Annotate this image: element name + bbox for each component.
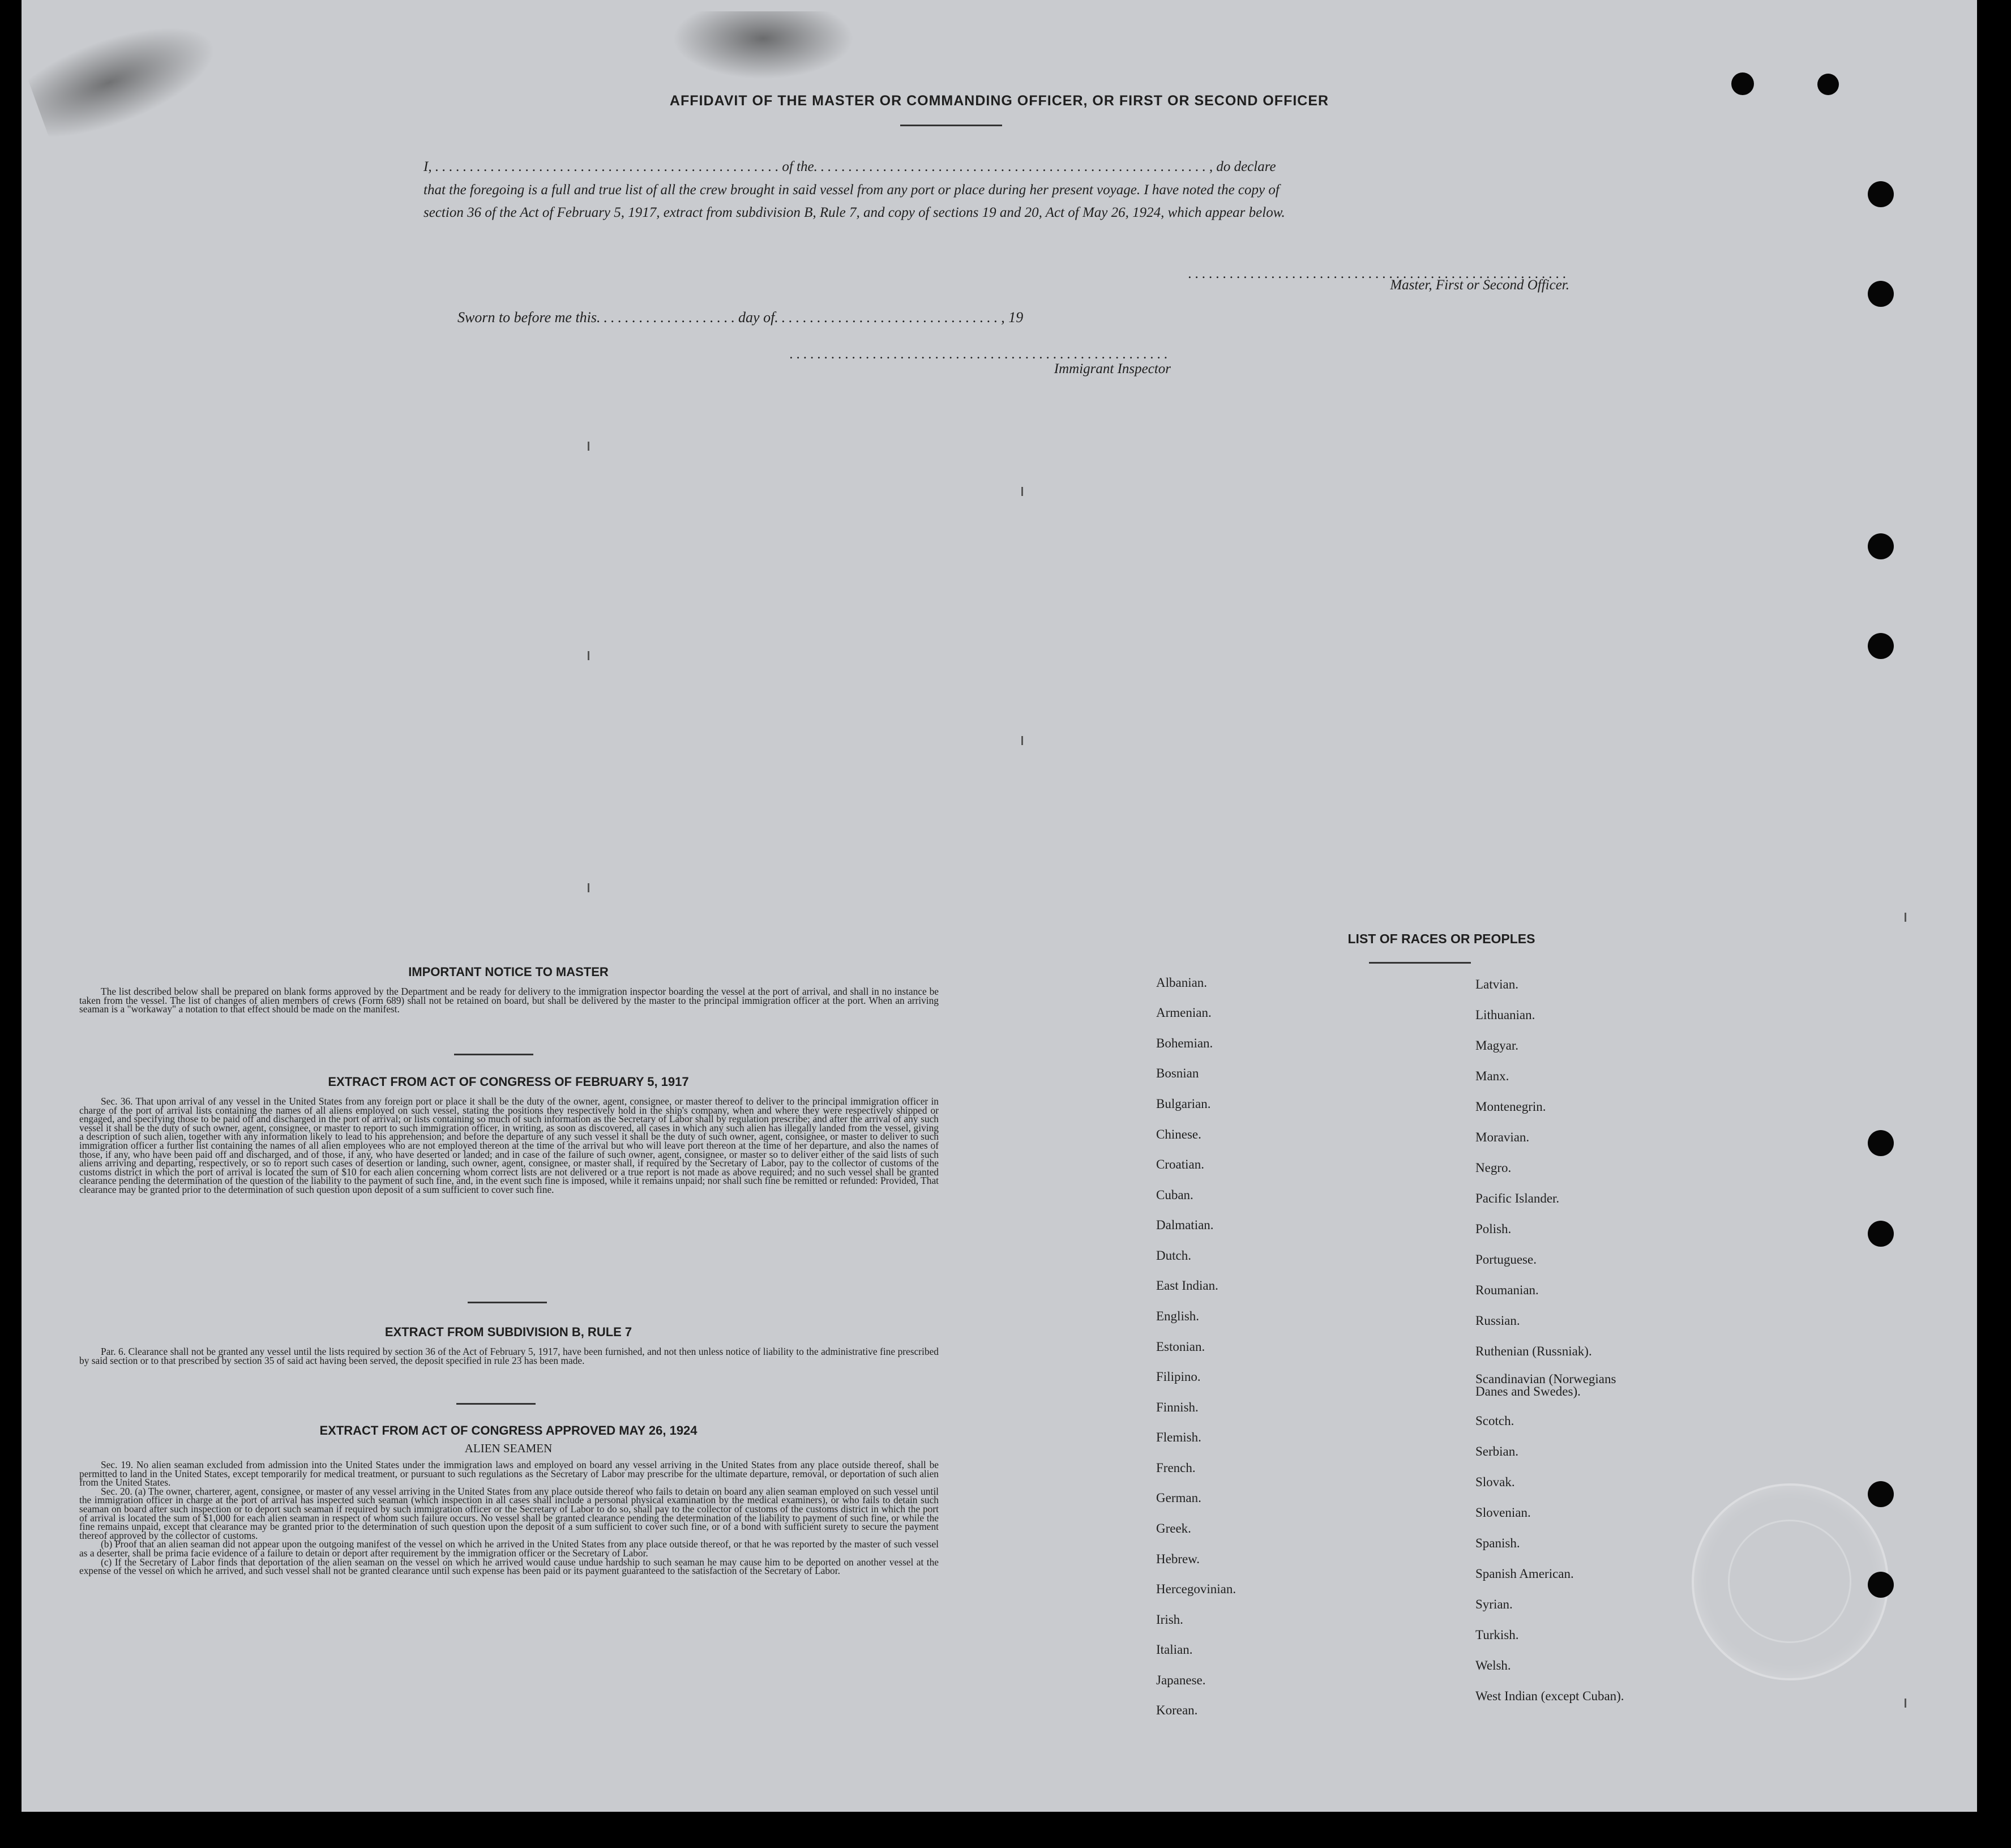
race-item: Bulgarian. xyxy=(1156,1097,1211,1111)
rule7-paragraph: Par. 6. Clearance shall not be granted any vessel until the lists required by section 36 of the Act of February 5, 1917, have been furnished, and not then unless notice of liability to the administrative fine prescribed by said section or to that prescribed by section 35 of said act having been served, the deposit specified in rule 23 has been made. xyxy=(79,1346,939,1366)
section-20b-paragraph: (b) Proof that an alien seaman did not appear upon the outgoing manifest of the vessel on which he arrived in the United States from any place outside thereof, or that he was reported by the master of such vessel as a deserter, shall be prima facie evidence of a failure to detain or deport after requirement by the immigration officer or the Secretary of Labor. xyxy=(79,1538,939,1559)
race-item: Latvian. xyxy=(1475,977,1518,991)
notice-title: IMPORTANT NOTICE TO MASTER xyxy=(408,965,609,979)
extract-rule7-body xyxy=(79,1348,939,1365)
race-item: West Indian (except Cuban). xyxy=(1475,1689,1624,1703)
of-the-label: of the xyxy=(782,159,814,174)
race-item: Finnish. xyxy=(1156,1400,1199,1414)
race-item: Estonian. xyxy=(1156,1340,1205,1354)
race-item: Dalmatian. xyxy=(1156,1218,1214,1232)
race-item: Italian. xyxy=(1156,1642,1193,1657)
divider xyxy=(900,125,1002,126)
master-signature-label: Master, First or Second Officer. xyxy=(1390,277,1569,293)
race-item: Croatian. xyxy=(1156,1157,1204,1171)
affidavit-line-1 xyxy=(423,159,1569,175)
binder-hole xyxy=(1868,281,1894,307)
race-item: Slovenian. xyxy=(1475,1505,1531,1520)
race-item: Ruthenian (Russniak). xyxy=(1475,1344,1592,1358)
scan-mark xyxy=(1905,913,1906,922)
race-item: Filipino. xyxy=(1156,1370,1201,1384)
race-item: Greek. xyxy=(1156,1521,1191,1535)
affidavit-line-3: section 36 of the Act of February 5, 1917, extract from subdivision B, Rule 7, and copy of sections 19 and 20, Act of May 26, 1924, which appear below. xyxy=(423,205,1285,220)
sworn-line xyxy=(457,309,1023,326)
race-item: Serbian. xyxy=(1475,1444,1519,1458)
race-item: Scotch. xyxy=(1475,1414,1514,1428)
binder-hole xyxy=(1868,1481,1894,1507)
scan-mark xyxy=(588,442,589,451)
race-item: Korean. xyxy=(1156,1703,1198,1717)
race-item: Portuguese. xyxy=(1475,1252,1537,1267)
race-item: Flemish. xyxy=(1156,1430,1201,1444)
race-item: Chinese. xyxy=(1156,1127,1201,1141)
race-item: German. xyxy=(1156,1491,1201,1505)
section-19-paragraph: Sec. 19. No alien seaman excluded from admission into the United States under the immigration laws and employed on board any vessel arriving in the United States from any place outside thereof, shall be permitted to land in the United States, except temporarily for medical treatment, or pursuant to such regulations as the Secretary of Labor may prescribe for the ultimate departure, removal, or deportation of such alien from the United States. xyxy=(79,1459,939,1488)
inspector-signature-blank[interactable]: ....................................................... xyxy=(789,346,1171,362)
binder-hole xyxy=(1868,1572,1894,1598)
binder-hole xyxy=(1868,633,1894,659)
race-item: Welsh. xyxy=(1475,1658,1511,1672)
race-item: Moravian. xyxy=(1475,1130,1530,1144)
vessel-blank[interactable]: ......................................................... xyxy=(814,159,1209,174)
race-item: Magyar. xyxy=(1475,1038,1519,1053)
race-item: Spanish. xyxy=(1475,1536,1520,1550)
race-item: Montenegrin. xyxy=(1475,1100,1546,1114)
day-blank[interactable]: .................... xyxy=(597,309,739,326)
race-item: East Indian. xyxy=(1156,1278,1218,1293)
section-20a-paragraph: Sec. 20. (a) The owner, charterer, agent, consignee, or master of any vessel arriving in the United States from any place outside thereof who fails to detain on board any alien seaman employed on such vessel until the immigration officer in charge at the port of arrival has inspected such seaman (which inspection in all cases shall include a personal physical examination by the medical examiners), or who fails to detain such seaman on board after such inspection or to deport such seaman if required by such immigration officer or the Secretary of Labor to do so, shall pay to the collector of customs of the customs district in which the port of arrival is located the sum of $1,000 for each alien seaman in respect of whom such failure occurs. No vessel shall be granted clearance pending the determination of the liability to payment of such fine, or while the fine remains unpaid, except that clearance may be granted prior to the determination of such question upon the deposit of a sum sufficient to cover such fine, or of a bond with sufficient surety to secure the payment thereof approved by the collector of customs. xyxy=(79,1485,939,1541)
race-item: Japanese. xyxy=(1156,1673,1206,1687)
race-item: Dutch. xyxy=(1156,1248,1191,1263)
affidavit-line-2: that the foregoing is a full and true list of all the crew brought in said vessel from any port or place during her present voyage. I have noted the copy of xyxy=(423,182,1280,198)
extract-1917-title: EXTRACT FROM ACT OF CONGRESS OF FEBRUARY 5, 1917 xyxy=(328,1075,689,1089)
affidavit-title: AFFIDAVIT OF THE MASTER OR COMMANDING OFFICER, OR FIRST OR SECOND OFFICER xyxy=(669,93,1329,109)
inspector-signature-label: Immigrant Inspector xyxy=(1054,361,1171,377)
race-item: Russian. xyxy=(1475,1314,1520,1328)
year-label: , 19 xyxy=(1001,309,1024,326)
alien-seamen-subtitle: ALIEN SEAMEN xyxy=(464,1441,553,1455)
binder-hole xyxy=(1868,181,1894,207)
divider xyxy=(1369,962,1471,964)
race-item: English. xyxy=(1156,1309,1200,1323)
race-item: Turkish. xyxy=(1475,1628,1519,1642)
race-item: Slovak. xyxy=(1475,1475,1515,1489)
binder-hole xyxy=(1731,72,1754,95)
extract-rule7-title: EXTRACT FROM SUBDIVISION B, RULE 7 xyxy=(384,1325,632,1339)
seal-inner-ring xyxy=(1728,1520,1851,1643)
extract-1917-body xyxy=(79,1097,939,1195)
race-item: Bohemian. xyxy=(1156,1036,1213,1050)
extract-1924-body xyxy=(79,1461,939,1576)
race-item: Albanian. xyxy=(1156,976,1208,990)
scan-mark xyxy=(1905,1699,1906,1708)
ink-smudge xyxy=(673,11,854,79)
month-blank[interactable]: ................................ xyxy=(775,309,1002,326)
extract-1924-title: EXTRACT FROM ACT OF CONGRESS APPROVED MAY 26, 1924 xyxy=(319,1423,698,1438)
race-item: Syrian. xyxy=(1475,1597,1513,1611)
notice-body xyxy=(79,987,939,1014)
race-item: French. xyxy=(1156,1461,1196,1475)
race-item: Armenian. xyxy=(1156,1006,1212,1020)
race-item: Hercegovinian. xyxy=(1156,1582,1236,1596)
section-20c-paragraph: (c) If the Secretary of Labor finds that deportation of the alien seaman on the vessel on which he arrived would cause undue hardship to such seaman he may cause him to be deported on another vessel at the expense of the vessel on which he arrived, and such vessel shall not be granted clearance until such expense has been paid or its payment guaranteed to the satisfaction of the Secretary of Labor. xyxy=(79,1556,939,1577)
binder-hole xyxy=(1868,533,1894,559)
race-item: Bosnian xyxy=(1156,1066,1199,1080)
divider xyxy=(456,1403,536,1405)
scan-mark xyxy=(588,651,589,660)
name-blank[interactable]: .................................................. xyxy=(435,159,782,174)
embossed-seal xyxy=(1692,1483,1889,1680)
divider xyxy=(454,1054,533,1055)
race-item: Spanish American. xyxy=(1475,1567,1574,1581)
divider xyxy=(468,1302,547,1303)
race-item: Scandinavian (Norwegians Danes and Swedes). xyxy=(1475,1372,1616,1398)
race-item: Hebrew. xyxy=(1156,1552,1200,1566)
declare-label: , do declare xyxy=(1209,159,1276,174)
affidavit-prefix: I, xyxy=(423,159,432,174)
document-sheet xyxy=(22,0,1977,1812)
race-item: Cuban. xyxy=(1156,1188,1193,1202)
scan-mark xyxy=(1021,736,1023,745)
ink-smudge xyxy=(24,5,228,148)
binder-hole xyxy=(1868,1221,1894,1247)
race-item: Pacific Islander. xyxy=(1475,1191,1560,1205)
binder-hole xyxy=(1817,74,1839,95)
scan-mark xyxy=(1021,487,1023,496)
race-item: Manx. xyxy=(1475,1069,1509,1083)
race-item: Polish. xyxy=(1475,1222,1512,1236)
scan-mark xyxy=(588,883,589,892)
race-item: Negro. xyxy=(1475,1161,1512,1175)
section-36-paragraph: Sec. 36. That upon arrival of any vessel in the United States from any foreign port or place it shall be the duty of the owner, agent, consignee, or master thereof to deliver to the principal immigration officer in charge of the port of arrival lists containing the names of all aliens employed on such vessel, stating the positions they respectively hold in the ship's company, when and where they were respectively shipped or engaged, and specifying those to be paid off and discharged in the port of arrival; or lists containing so much of such information as the Secretary of Labor shall by regulation prescribe; and after the arrival of any such vessel it shall be the duty of such owner, agent, consignee, or master to report to such immigration officer, in writing, as soon as discovered, all cases in which any such alien has illegally landed from the vessel, giving a description of such alien, together with any information likely to lead to his apprehension; and before the departure of any such vessel it shall be the duty of such owner, agent, consignee, or master to deliver to such immigration officer a further list containing the names of all alien employees who are not employed thereon at the time of the arrival but who will leave port thereon at the time of her departure, and also the names of those, if any, who have been paid off and discharged, and of those, if any, who have deserted or landed; and in case of the failure of such owner, agent, consignee, or master so to deliver either of the said lists of such aliens arriving and departing, respectively, or so to report such cases of desertion or landing, such owner, agent, consignee, or master shall, if required by the Secretary of Labor, pay to the collector of customs of the customs district in which the port of arrival is located the sum of $10 for each alien concerning whom correct lists are not delivered or a true report is not made as above required; and no such vessel shall be granted clearance pending the determination of the question of the liability to the payment of such fine, and, in the event such fine is imposed, while it remains unpaid; nor shall such fine be remitted or refunded: Provided, That clearance may be granted prior to the determination of such question upon deposit of a sum sufficient to cover such fine. xyxy=(79,1096,939,1195)
binder-hole xyxy=(1868,1130,1894,1156)
race-item: Lithuanian. xyxy=(1475,1008,1535,1022)
sworn-label: Sworn to before me this xyxy=(457,309,597,326)
master-signature-blank[interactable]: ....................................................... xyxy=(1188,266,1569,281)
races-list-title: LIST OF RACES OR PEOPLES xyxy=(1347,931,1535,946)
day-of-label: day of xyxy=(738,309,775,326)
notice-paragraph: The list described below shall be prepared on blank forms approved by the Department and be ready for delivery to the immigration inspector boarding the vessel at the port of arrival, and shall in no instance be taken from the vessel. The list of changes of alien members of crews (Form 689) shall not be retained on board, but shall be delivered by the master to the principal immigration officer at the port. When an arriving seaman is a "workaway" a notation to that effect should be made on the manifest. xyxy=(79,986,939,1015)
race-item: Irish. xyxy=(1156,1612,1183,1627)
race-item: Roumanian. xyxy=(1475,1283,1539,1297)
